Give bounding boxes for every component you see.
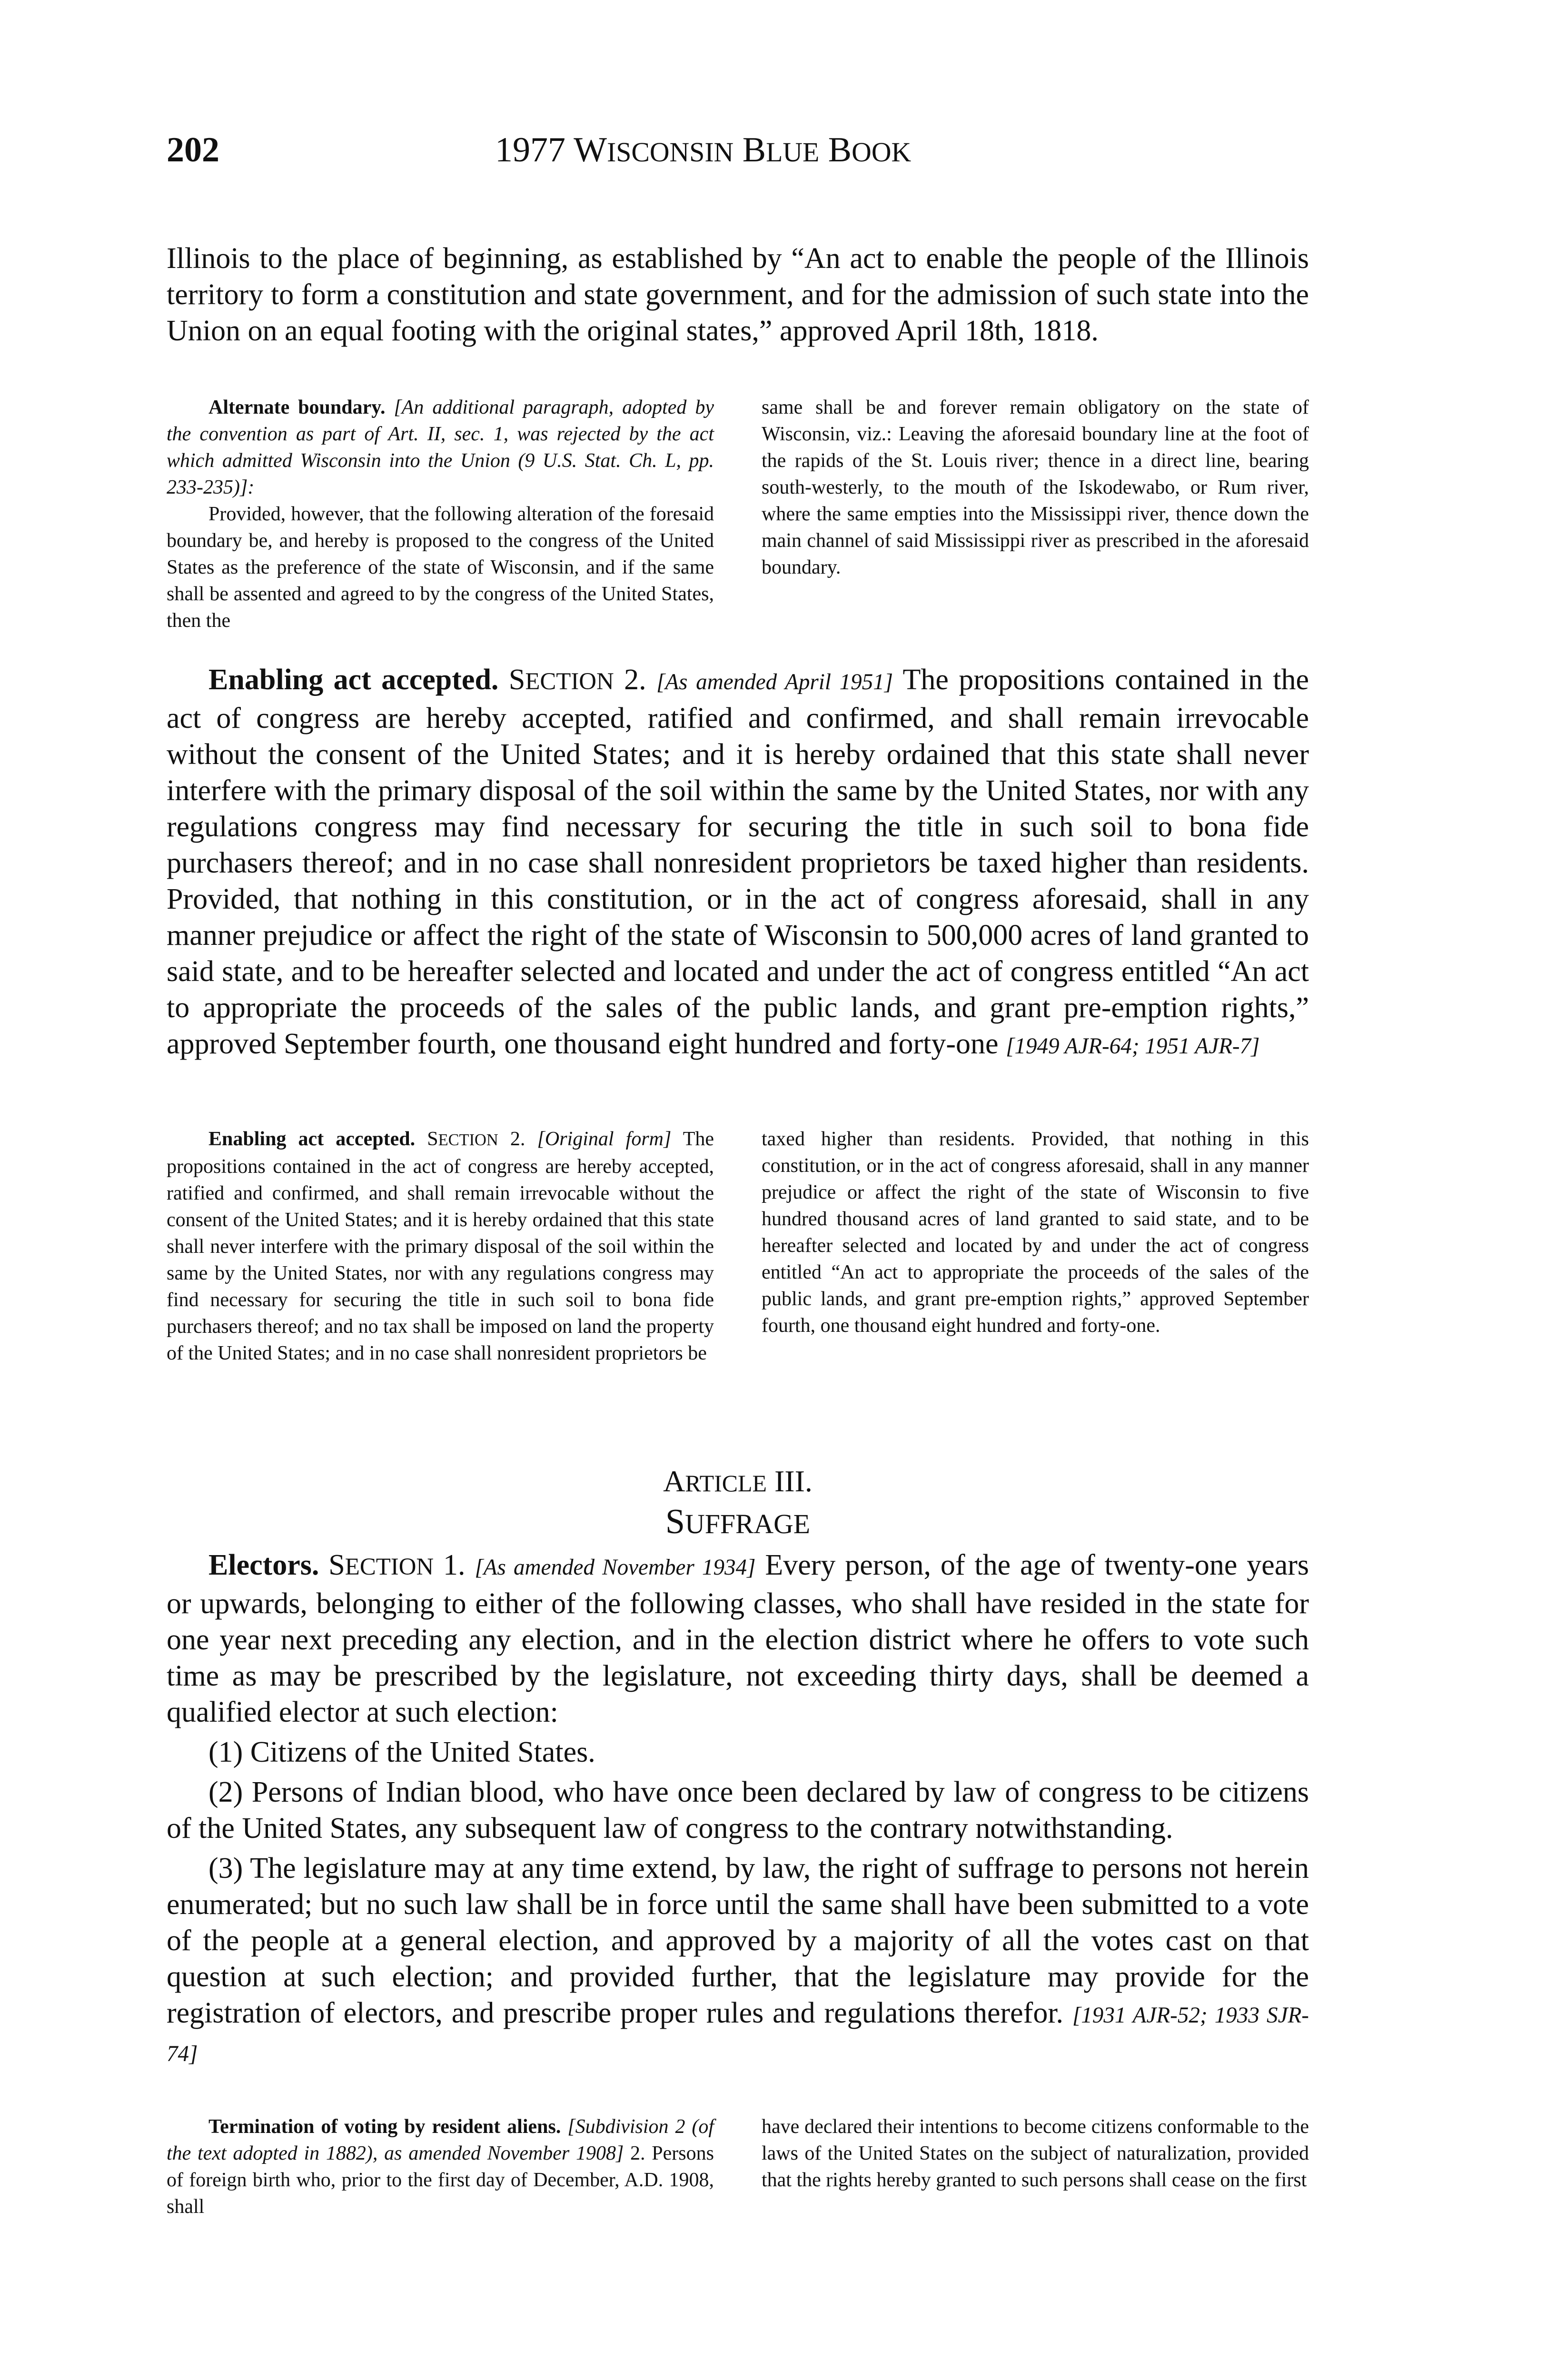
termination-col-right bbox=[762, 2113, 1309, 2220]
running-title bbox=[495, 129, 911, 174]
enabling-original-col-left bbox=[167, 1126, 714, 1367]
electors-section-label: SECTION 1. bbox=[328, 1549, 466, 1581]
running-title-ook: OOK bbox=[852, 138, 912, 168]
alternate-boundary-editorial-note: [An additional paragraph, adopted by the convention as part of Art. II, sec. 1, was rejected by the act which admitted Wisconsin into the Union (9 U.S. Stat. Ch. L, pp. 233-235)]: bbox=[167, 397, 714, 498]
enabling-act-section-label: SECTION 2. bbox=[508, 664, 646, 696]
electors-section bbox=[167, 1547, 1309, 2072]
enabling-act-text: The propositions contained in the act of congress are hereby accepted, ratified and confirmed, and shall remain irrevocable without the consent of the United States; and it is hereby ordained that this state shall never interfere with the primary disposal of the soil within the same by the United States, nor with any regulations congress may find necessary for securing the title in such soil to bona fide purchasers thereof; and in no case shall nonresident proprietors be taxed higher than residents. Provided, that nothing in this constitution, or in the act of congress aforesaid, shall in any manner prejudice or affect the right of the state of Wisconsin to 500,000 acres of land granted to said state, and to be hereafter selected and located and under the act of congress entitled “An act to appropriate the proceeds of the sales of the public lands, and grant pre-emption rights,” approved September fourth, one thousand eight hundred and forty-one bbox=[167, 664, 1309, 1060]
running-title-year: 1977 bbox=[495, 130, 574, 169]
alternate-boundary-note bbox=[167, 394, 1309, 634]
enabling-original-section-label: SECTION 2. bbox=[427, 1128, 525, 1150]
enabling-act-amend-note: [As amended April 1951] bbox=[656, 670, 893, 694]
termination-text-right: have declared their intentions to become citizens conformable to the laws of the United States on the subject of naturalization, provided that the rights hereby granted to such persons shall cease on the first bbox=[762, 2116, 1309, 2191]
enabling-original-col-right bbox=[762, 1126, 1309, 1367]
running-title-lue: LUE bbox=[766, 138, 820, 168]
enabling-original-text-right: taxed higher than residents. Provided, that nothing in this constitution, or in the act of congress aforesaid, shall in any manner prejudice or affect the right of the state of Wisconsin to five hundred thousand acres of land granted to said state, and to be hereafter selected and located by and under the act of congress entitled “An act to appropriate the proceeds of the sales of the public lands, and grant pre-emption rights,” approved September fourth, one thousand eight hundred and forty-one. bbox=[762, 1128, 1309, 1337]
termination-heading: Termination of voting by resident aliens. bbox=[208, 2116, 561, 2138]
enabling-original-text-left: The propositions contained in the act of congress are hereby accepted, ratified and confirmed, and shall remain irrevocable without the consent of the United States; and it is hereby ordained that this state shall never interfere with the primary disposal of the soil within the same by the United States, nor with any regulations congress may find necessary for securing the title in such soil to bona fide purchasers thereof; and no tax shall be imposed on land the property of the United States; and in no case shall nonresident proprietors be bbox=[167, 1128, 714, 1364]
electors-item-2: (2) Persons of Indian blood, who have once been declared by law of congress to be citizens of the United States, any subsequent law of congress to the contrary notwithstanding. bbox=[167, 1776, 1309, 1844]
enabling-act-section bbox=[167, 662, 1309, 1064]
running-title-w: W bbox=[574, 130, 607, 169]
termination-editorial-note: [Subdivision 2 (of the text adopted in 1882), as amended November 1908] bbox=[167, 2116, 714, 2164]
enabling-original-note bbox=[167, 1126, 1309, 1367]
electors-heading: Electors. bbox=[208, 1549, 319, 1581]
running-title-isconsin: ISCONSIN bbox=[607, 138, 734, 168]
page-header bbox=[167, 129, 1309, 171]
alternate-boundary-col-right bbox=[762, 394, 1309, 634]
alternate-boundary-col-left bbox=[167, 394, 714, 634]
termination-note bbox=[167, 2113, 1309, 2220]
enabling-original-heading: Enabling act accepted. bbox=[208, 1128, 416, 1150]
enabling-act-heading: Enabling act accepted. bbox=[208, 664, 499, 696]
enabling-act-history: [1949 AJR-64; 1951 AJR-7] bbox=[1006, 1034, 1260, 1059]
article-title: SUFFRAGE bbox=[665, 1502, 811, 1541]
article-heading bbox=[167, 1464, 1309, 1545]
termination-col-left bbox=[167, 2113, 714, 2220]
alternate-boundary-label: Alternate boundary. bbox=[208, 397, 386, 418]
electors-history: [1931 AJR-52; 1933 SJR-74] bbox=[167, 2003, 1309, 2066]
electors-item-3: (3) The legislature may at any time extend, by law, the right of suffrage to persons not herein enumerated; but no such law shall be in force until the same shall have been submitted to a vote of the people at a general election, and approved by a majority of all the votes cast on that question at such election; and provided further, that the legislature may provide for the registration of electors, and prescribe proper rules and regulations therefor. bbox=[167, 1852, 1309, 2029]
alternate-boundary-text-left: Provided, however, that the following alteration of the foresaid boundary be, and hereby is proposed to the congress of the United States as the preference of the state of Wisconsin, and if the same shall be assented and agreed to by the congress of the United States, then the bbox=[167, 503, 714, 632]
electors-amend-note: [As amended November 1934] bbox=[475, 1555, 756, 1580]
intro-text: Illinois to the place of beginning, as established by “An act to enable the people of the Illinois territory to form a constitution and state government, and for the admission of such state into the Union on an equal footing with the original states,” approved April 18th, 1818. bbox=[167, 242, 1309, 347]
enabling-original-form-note: [Original form] bbox=[537, 1128, 672, 1150]
electors-item-1: (1) Citizens of the United States. bbox=[208, 1736, 595, 1768]
running-title-b2: B bbox=[819, 130, 852, 169]
page-number: 202 bbox=[167, 130, 219, 169]
alternate-boundary-text-right: same shall be and forever remain obligatory on the state of Wisconsin, viz.: Leaving the aforesaid boundary line at the foot of the rapids of the St. Louis river; thence in a direct line, bearing south-westerly, to the mouth of the Iskodewabo, or Rum river, where the same empties into the Mississippi river, thence down the main channel of said Mississippi river as prescribed in the aforesaid boundary. bbox=[762, 397, 1309, 578]
intro-paragraph bbox=[167, 240, 1309, 349]
running-title-b: B bbox=[733, 130, 766, 169]
article-number: ARTICLE III. bbox=[663, 1464, 813, 1498]
termination-text-left: 2. Persons of foreign birth who, prior to the first day of December, A.D. 1908, shall bbox=[167, 2142, 714, 2218]
electors-text: Every person, of the age of twenty-one years or upwards, belonging to either of the following classes, who shall have resided in the state for one year next preceding any election, and in the election district where he offers to vote such time as may be prescribed by the legislature, not exceeding thirty days, shall be deemed a qualified elector at such election: bbox=[167, 1549, 1309, 1728]
